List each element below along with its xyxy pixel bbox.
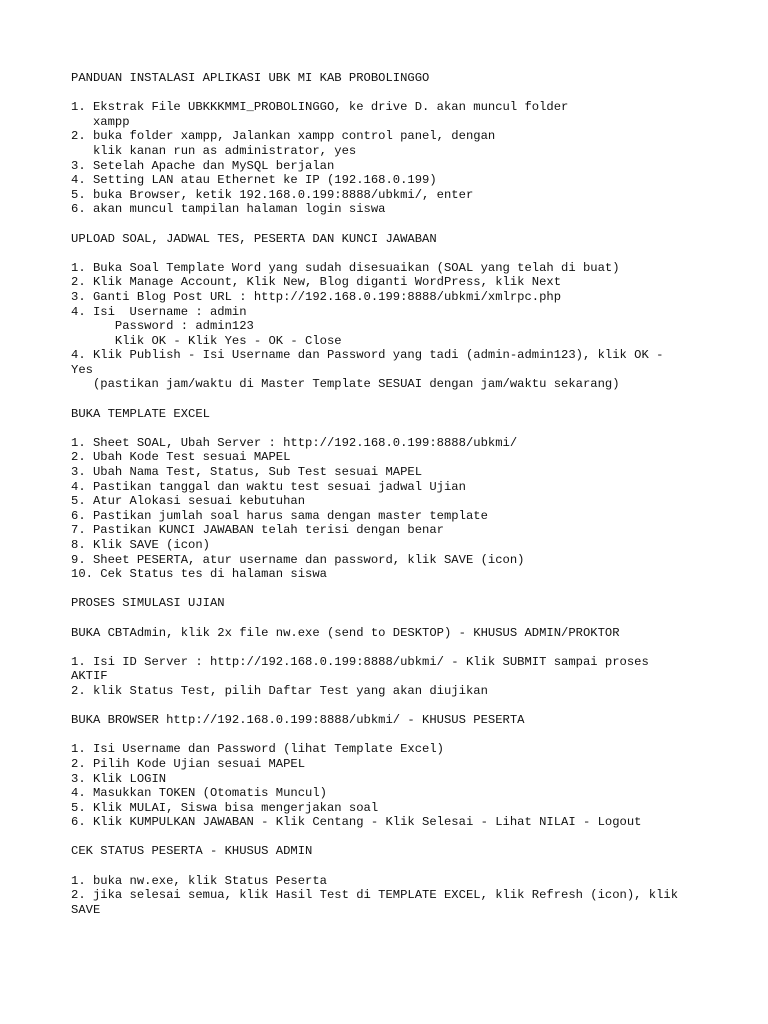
text-line: 1. Isi Username dan Password (lihat Template Excel) <box>71 742 444 757</box>
text-line: 1. buka nw.exe, klik Status Peserta <box>71 873 327 888</box>
text-line: 6. Klik KUMPULKAN JAWABAN - Klik Centang - Klik Selesai - Lihat NILAI - Logout <box>71 815 642 830</box>
text-line: 3. Setelah Apache dan MySQL berjalan <box>71 158 335 173</box>
text-line: (pastikan jam/waktu di Master Template SESUAI dengan jam/waktu sekarang) <box>71 377 620 392</box>
text-line: PANDUAN INSTALASI APLIKASI UBK MI KAB PROBOLINGGO <box>71 71 430 85</box>
text-line: SAVE <box>71 902 101 917</box>
text-line: 2. buka folder xampp, Jalankan xampp control panel, dengan <box>71 129 496 144</box>
blank-line <box>71 830 711 845</box>
blank-line <box>71 699 711 714</box>
text-line: 3. Ubah Nama Test, Status, Sub Test sesuai MAPEL <box>71 465 423 480</box>
text-line: 10. Cek Status tes di halaman siswa <box>71 567 327 582</box>
text-line: 7. Pastikan KUNCI JAWABAN telah terisi dengan benar <box>71 523 444 538</box>
text-line: 5. Atur Alokasi sesuai kebutuhan <box>71 494 306 509</box>
text-line: 3. Klik LOGIN <box>71 771 167 786</box>
text-line: 4. Klik Publish - Isi Username dan Password yang tadi (admin-admin123), klik OK - <box>71 348 664 363</box>
blank-line <box>71 728 711 743</box>
text-line: 6. akan muncul tampilan halaman login siswa <box>71 202 386 217</box>
text-line: 9. Sheet PESERTA, atur username dan password, klik SAVE (icon) <box>71 552 525 567</box>
text-line: 1. Isi ID Server : http://192.168.0.199:8888/ubkmi/ - Klik SUBMIT sampai proses <box>71 654 649 669</box>
blank-line <box>71 86 711 101</box>
text-line: Klik OK - Klik Yes - OK - Close <box>71 333 342 348</box>
text-line: 2. klik Status Test, pilih Daftar Test yang akan diujikan <box>71 683 488 698</box>
text-line: 4. Setting LAN atau Ethernet ke IP (192.168.0.199) <box>71 173 437 188</box>
text-line: CEK STATUS PESERTA - KHUSUS ADMIN <box>71 844 313 859</box>
text-line: Password : admin123 <box>71 319 254 334</box>
blank-line <box>71 582 711 597</box>
text-line: BUKA BROWSER http://192.168.0.199:8888/ubkmi/ - KHUSUS PESERTA <box>71 713 525 728</box>
blank-line <box>71 640 711 655</box>
text-line: 4. Pastikan tanggal dan waktu test sesuai jadwal Ujian <box>71 479 466 494</box>
blank-line <box>71 217 711 232</box>
text-line: 4. Isi Username : admin <box>71 304 247 319</box>
blank-line <box>71 246 711 261</box>
text-line: 2. jika selesai semua, klik Hasil Test di TEMPLATE EXCEL, klik Refresh (icon), klik <box>71 888 679 903</box>
text-line: 5. buka Browser, ketik 192.168.0.199:8888/ubkmi/, enter <box>71 187 474 202</box>
text-line: 3. Ganti Blog Post URL : http://192.168.0.199:8888/ubkmi/xmlrpc.php <box>71 289 562 304</box>
text-line: AKTIF <box>71 669 108 684</box>
blank-line <box>71 421 711 436</box>
text-line: 1. Buka Soal Template Word yang sudah disesuaikan (SOAL yang telah di buat) <box>71 260 620 275</box>
text-line: UPLOAD SOAL, JADWAL TES, PESERTA DAN KUNCI JAWABAN <box>71 231 437 246</box>
text-line: BUKA CBTAdmin, klik 2x file nw.exe (send to DESKTOP) - KHUSUS ADMIN/PROKTOR <box>71 625 620 640</box>
text-line: xampp <box>71 114 130 129</box>
text-line: BUKA TEMPLATE EXCEL <box>71 406 210 421</box>
text-line: 2. Pilih Kode Ujian sesuai MAPEL <box>71 756 306 771</box>
text-line: 2. Ubah Kode Test sesuai MAPEL <box>71 450 291 465</box>
text-line: 2. Klik Manage Account, Klik New, Blog diganti WordPress, klik Next <box>71 275 562 290</box>
text-line: 8. Klik SAVE (icon) <box>71 538 210 552</box>
text-line: 1. Sheet SOAL, Ubah Server : http://192.168.0.199:8888/ubkmi/ <box>71 435 518 450</box>
text-line: 1. Ekstrak File UBKKKMMI_PROBOLINGGO, ke drive D. akan muncul folder <box>71 100 569 115</box>
text-line: 4. Masukkan TOKEN (Otomatis Muncul) <box>71 786 327 801</box>
blank-line <box>71 859 711 874</box>
document-page <box>71 71 711 917</box>
text-line: 6. Pastikan jumlah soal harus sama dengan master template <box>71 508 488 523</box>
text-line: 5. Klik MULAI, Siswa bisa mengerjakan soal <box>71 800 379 815</box>
text-line: Yes <box>71 362 93 377</box>
blank-line <box>71 611 711 626</box>
text-line: PROSES SIMULASI UJIAN <box>71 596 225 611</box>
text-line: klik kanan run as administrator, yes <box>71 143 357 158</box>
blank-line <box>71 392 711 407</box>
